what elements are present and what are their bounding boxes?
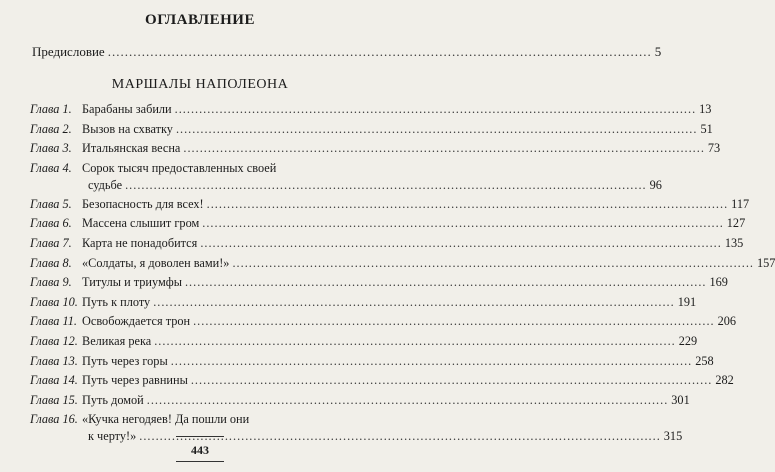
leader-dots [183, 141, 705, 156]
section-title: МАРШАЛЫ НАПОЛЕОНА [111, 77, 289, 92]
chapter-page: 169 [709, 275, 728, 290]
leader-dots [125, 178, 647, 193]
leader-dots [171, 354, 693, 369]
leader-dots [176, 122, 698, 137]
leader-dots [232, 256, 754, 271]
leader-dots [207, 197, 729, 212]
chapter-title: Великая река [82, 333, 152, 348]
chapter-title: Массена слышит гром [82, 216, 200, 231]
leader-dots [153, 295, 675, 310]
folio-rule-top [176, 436, 224, 437]
chapter-page: 51 [700, 121, 713, 136]
chapter-label: Глава 1. [30, 102, 72, 116]
toc-heading: ОГЛАВЛЕНИЕ [145, 12, 255, 28]
chapter-title: Итальянская весна [82, 141, 181, 156]
chapter-label: Глава 13. [30, 353, 78, 368]
chapter-label: Глава 12. [30, 333, 78, 348]
chapter-title: Путь через горы [82, 353, 168, 368]
toc-entry-chapter [30, 275, 728, 295]
leader-dots [191, 373, 713, 388]
leader-dots [200, 236, 722, 251]
toc-entry-chapter [30, 255, 775, 276]
chapter-label: Глава 11. [30, 314, 77, 329]
chapter-page: 282 [715, 373, 734, 388]
leader-dots [185, 275, 707, 290]
toc-entry-chapter [30, 373, 734, 393]
chapter-page: 191 [677, 294, 697, 309]
chapter-title-continued: к черту!» [88, 429, 137, 444]
chapter-title: Карта не понадобится [82, 235, 198, 250]
chapter-page: 117 [731, 196, 750, 211]
chapter-label: Глава 5. [30, 196, 72, 211]
preface-page: 5 [654, 44, 662, 59]
chapter-label: Глава 16. [30, 412, 78, 427]
chapter-page: 315 [663, 429, 683, 444]
toc-entry-chapter [30, 141, 721, 161]
toc-entry-chapter [30, 392, 690, 413]
chapter-label: Глава 10. [30, 294, 78, 309]
chapter-page: 258 [695, 353, 714, 368]
chapter-title: Путь к плоту [82, 294, 151, 309]
chapter-label: Глава 4. [30, 160, 72, 175]
chapter-title: Барабаны забили [82, 102, 172, 116]
preface-label: Предисловие [32, 44, 105, 59]
toc-entry-chapter [30, 314, 737, 334]
chapter-page: 157 [756, 255, 775, 270]
leader-dots [154, 334, 676, 349]
chapter-page: 73 [707, 141, 721, 156]
leader-dots [147, 393, 669, 408]
leader-dots [193, 314, 715, 329]
chapter-title: «Кучка негодяев! Да пошли они [82, 412, 250, 427]
toc-entry-chapter [30, 294, 697, 315]
chapter-page: 135 [724, 235, 744, 250]
leader-dots [108, 44, 652, 60]
leader-dots [202, 216, 724, 231]
toc-entry-preface [32, 44, 662, 60]
toc-entry-chapter [30, 353, 714, 374]
chapter-title: Титулы и триумфы [82, 275, 182, 290]
chapter-page: 127 [726, 216, 746, 231]
chapter-label: Глава 6. [30, 216, 72, 231]
chapter-list [30, 102, 775, 448]
chapter-label: Глава 9. [30, 275, 72, 290]
toc-entry-chapter [30, 102, 712, 122]
toc-entry-chapter [30, 121, 713, 142]
chapter-title: Сорок тысяч предоставленных своей [82, 160, 277, 175]
chapter-label: Глава 14. [30, 373, 78, 388]
chapter-title: Путь домой [82, 392, 144, 407]
chapter-title: Путь через равнины [82, 373, 188, 388]
chapter-title: «Солдаты, я доволен вами!» [82, 255, 230, 270]
chapter-label: Глава 15. [30, 392, 78, 407]
chapter-page: 13 [699, 102, 712, 116]
chapter-label: Глава 7. [30, 235, 72, 250]
toc-entry-chapter [30, 333, 698, 354]
chapter-title: Вызов на схватку [82, 121, 173, 136]
toc-entry-chapter [30, 160, 662, 197]
chapter-page: 301 [671, 392, 690, 407]
folio-rule-bottom [176, 461, 224, 462]
chapter-page: 96 [649, 177, 662, 192]
leader-dots [175, 102, 697, 117]
chapter-page: 229 [678, 333, 698, 348]
chapter-title-continued: судьбе [88, 177, 123, 192]
chapter-label: Глава 8. [30, 255, 72, 270]
page-number: 443 [191, 443, 209, 457]
toc-entry-chapter [30, 235, 744, 256]
toc-entry-chapter [30, 196, 750, 217]
chapter-label: Глава 3. [30, 141, 72, 156]
chapter-label: Глава 2. [30, 121, 72, 136]
chapter-title: Освобождается трон [82, 314, 191, 329]
toc-entry-chapter [30, 216, 746, 236]
chapter-page: 206 [717, 314, 737, 329]
chapter-title: Безопасность для всех! [82, 196, 204, 211]
